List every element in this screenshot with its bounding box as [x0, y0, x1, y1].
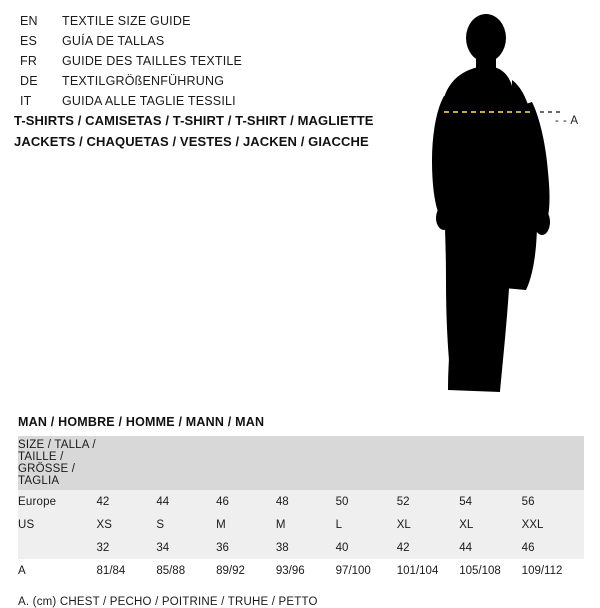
row-label [18, 536, 97, 559]
cell [336, 436, 397, 490]
cell: 85/88 [156, 559, 216, 582]
cell: XS [97, 513, 157, 536]
legend-row [20, 34, 380, 54]
cell: 36 [216, 536, 276, 559]
row-label: US [18, 513, 97, 536]
cell: 34 [156, 536, 216, 559]
garment-line-tshirts: T-SHIRTS / CAMISETAS / T-SHIRT / T-SHIRT / MAGLIETTE [14, 113, 374, 128]
legend-language-code: EN [20, 14, 38, 28]
cell: 42 [97, 490, 157, 513]
cell: XL [397, 513, 459, 536]
cell [459, 436, 521, 490]
cell: XXL [522, 513, 584, 536]
cell: 48 [276, 490, 336, 513]
legend-language-code: IT [20, 94, 32, 108]
language-legend [20, 14, 380, 114]
cell: 101/104 [397, 559, 459, 582]
cell: XL [459, 513, 521, 536]
table-row-us [18, 513, 584, 536]
row-label: SIZE / TALLA / TAILLE / GRÖSSE / TAGLIA [18, 436, 97, 490]
cell: 81/84 [97, 559, 157, 582]
cell [97, 436, 157, 490]
chest-footnote: A. (cm) CHEST / PECHO / POITRINE / TRUHE / PETTO [18, 596, 318, 608]
cell: 44 [459, 536, 521, 559]
cell [216, 436, 276, 490]
legend-language-code: ES [20, 34, 38, 48]
cell: 54 [459, 490, 521, 513]
cell: 93/96 [276, 559, 336, 582]
legend-language-text: GUIDA ALLE TAGLIE TESSILI [62, 94, 236, 108]
cell [397, 436, 459, 490]
size-table [18, 436, 584, 582]
cell: 44 [156, 490, 216, 513]
table-row-chest [18, 559, 584, 582]
cell: 109/112 [522, 559, 584, 582]
cell: 32 [97, 536, 157, 559]
cell: 42 [397, 536, 459, 559]
legend-language-code: FR [20, 54, 38, 68]
cell [276, 436, 336, 490]
measure-label-a: - - A [555, 115, 579, 127]
row-label: Europe [18, 490, 97, 513]
legend-language-code: DE [20, 74, 38, 88]
legend-language-text: TEXTILGRÖßENFÜHRUNG [62, 74, 225, 88]
row-label: A [18, 559, 97, 582]
legend-language-text: GUÍA DE TALLAS [62, 34, 165, 48]
cell: 46 [522, 536, 584, 559]
legend-language-text: GUIDE DES TAILLES TEXTILE [62, 54, 243, 68]
table-gender-header: MAN / HOMBRE / HOMME / MANN / MAN [18, 415, 265, 429]
cell: S [156, 513, 216, 536]
male-figure-illustration [400, 10, 600, 410]
table-row-europe [18, 490, 584, 513]
cell: 40 [336, 536, 397, 559]
cell: M [276, 513, 336, 536]
cell [522, 436, 584, 490]
cell: 89/92 [216, 559, 276, 582]
table-row-header [18, 436, 584, 490]
cell: 50 [336, 490, 397, 513]
table-row-us-numeric [18, 536, 584, 559]
cell: 56 [522, 490, 584, 513]
cell: 52 [397, 490, 459, 513]
figure-silhouette-icon [400, 10, 600, 410]
cell: 38 [276, 536, 336, 559]
garment-type-titles [14, 110, 394, 152]
legend-row [20, 74, 380, 94]
cell: L [336, 513, 397, 536]
cell [156, 436, 216, 490]
legend-row [20, 54, 380, 74]
cell: M [216, 513, 276, 536]
legend-language-text: TEXTILE SIZE GUIDE [62, 14, 191, 28]
size-table-section [18, 415, 584, 608]
cell: 97/100 [336, 559, 397, 582]
garment-line-jackets: JACKETS / CHAQUETAS / VESTES / JACKEN / GIACCHE [14, 134, 369, 149]
cell: 46 [216, 490, 276, 513]
legend-row [20, 14, 380, 34]
cell: 105/108 [459, 559, 521, 582]
